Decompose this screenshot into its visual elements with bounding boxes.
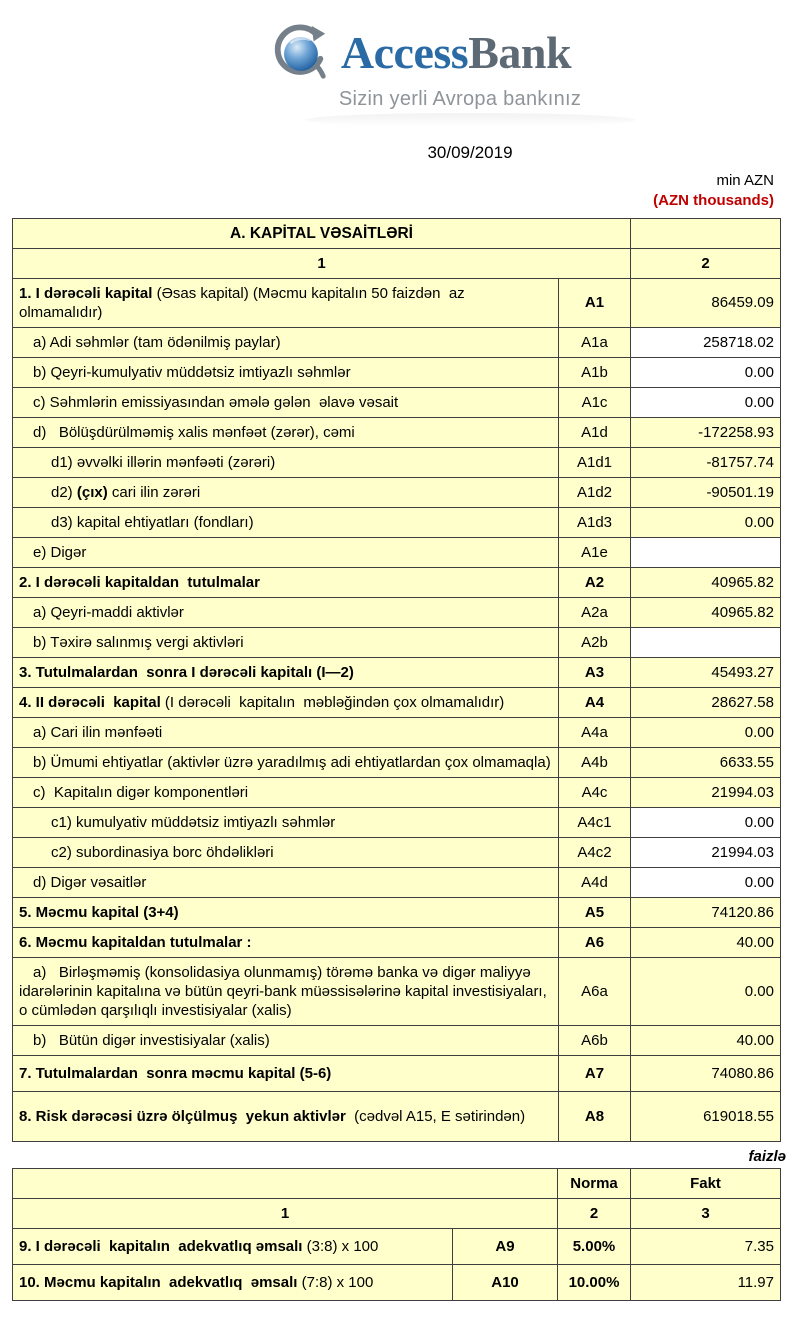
label-A1d2 xyxy=(13,477,559,507)
label-A1d1 xyxy=(13,447,559,477)
code-A1d3: A1d3 xyxy=(559,507,631,537)
adequacy-index-2: 2 xyxy=(558,1198,631,1228)
label-A1d3 xyxy=(13,507,559,537)
norma-A10: 10.00% xyxy=(558,1264,631,1300)
label-A1e xyxy=(13,537,559,567)
row-label-text: cari ilin zərəri xyxy=(107,483,201,501)
label-A5 xyxy=(13,897,559,927)
value-A4a: 0.00 xyxy=(631,717,781,747)
label-A1b xyxy=(13,357,559,387)
value-A7: 74080.86 xyxy=(631,1055,781,1091)
adequacy-index-row xyxy=(13,1198,781,1228)
capital-row-A6b xyxy=(13,1025,781,1055)
code-A8: A8 xyxy=(559,1091,631,1141)
row-label-text: 5. Məcmu kapital (3+4) xyxy=(19,903,179,921)
row-label-text: b) Ümumi ehtiyatlar (aktivlər üzrə yaradılmış adi ehtiyatlardan çox olmamaqla) xyxy=(33,753,551,771)
label-A4d xyxy=(13,867,559,897)
capital-table-title-empty-cell xyxy=(631,218,781,248)
code-A1e: A1e xyxy=(559,537,631,567)
code-A5: A5 xyxy=(559,897,631,927)
label-A4a xyxy=(13,717,559,747)
capital-row-A1 xyxy=(13,278,781,327)
label-A7 xyxy=(13,1055,559,1091)
row-label-text: (3:8) x 100 xyxy=(302,1237,379,1255)
capital-row-A1b xyxy=(13,357,781,387)
label-A4b xyxy=(13,747,559,777)
row-label-text: c2) subordinasiya borc öhdəlikləri xyxy=(51,843,274,861)
value-A1d: -172258.93 xyxy=(631,417,781,447)
row-label-text: e) Digər xyxy=(33,543,87,561)
code-A4c2: A4c2 xyxy=(559,837,631,867)
value-A1d2: -90501.19 xyxy=(631,477,781,507)
value-A3: 45493.27 xyxy=(631,657,781,687)
row-label-text: 1. I dərəcəli kapital xyxy=(19,284,153,302)
code-A1a: A1a xyxy=(559,327,631,357)
row-label-text: d2) xyxy=(51,483,77,501)
code-A2: A2 xyxy=(559,567,631,597)
code-A6b: A6b xyxy=(559,1025,631,1055)
value-A4b: 6633.55 xyxy=(631,747,781,777)
capital-row-A1c xyxy=(13,387,781,417)
code-A4c1: A4c1 xyxy=(559,807,631,837)
report-header xyxy=(0,0,800,212)
header-norma: Norma xyxy=(558,1168,631,1198)
value-A4c2: 21994.03 xyxy=(631,837,781,867)
percent-note: faizlə xyxy=(748,1147,786,1165)
code-A1: A1 xyxy=(559,278,631,327)
value-A8: 619018.55 xyxy=(631,1091,781,1141)
row-label-text: 7. Tutulmalardan sonra məcmu kapital (5-6) xyxy=(19,1064,332,1082)
value-A2: 40965.82 xyxy=(631,567,781,597)
code-A1d1: A1d1 xyxy=(559,447,631,477)
capital-table xyxy=(12,218,781,1142)
unit-note-red: (AZN thousands) xyxy=(653,192,774,210)
row-label-text: d) Bölüşdürülməmiş xalis mənfəət (zərər), cəmi xyxy=(33,423,355,441)
row-label-text: (çıx) xyxy=(76,483,108,501)
capital-row-A4c xyxy=(13,777,781,807)
capital-row-A8 xyxy=(13,1091,781,1141)
capital-row-A1d3 xyxy=(13,507,781,537)
row-label-text: (cədvəl A15, E sətirindən) xyxy=(345,1107,526,1125)
code-A4d: A4d xyxy=(559,867,631,897)
label-A1c xyxy=(13,387,559,417)
header-fakt: Fakt xyxy=(631,1168,781,1198)
row-label-text: 3. Tutulmalardan sonra I dərəcəli kapitalı (I—2) xyxy=(19,663,354,681)
capital-row-A2a xyxy=(13,597,781,627)
adequacy-row-A10 xyxy=(13,1264,781,1300)
label-A10 xyxy=(13,1264,453,1300)
row-label-text: (7:8) x 100 xyxy=(297,1273,374,1291)
code-A4a: A4a xyxy=(559,717,631,747)
report-date: 30/09/2019 xyxy=(427,143,513,162)
capital-row-A6a xyxy=(13,957,781,1025)
adequacy-header-row xyxy=(13,1168,781,1198)
fakt-A9: 7.35 xyxy=(631,1228,781,1264)
label-A6 xyxy=(13,927,559,957)
row-label-text: b) Bütün digər investisiyalar (xalis) xyxy=(33,1031,270,1049)
row-label-text: b) Qeyri-kumulyativ müddətsiz imtiyazlı səhmlər xyxy=(33,363,351,381)
row-label-text: b) Təxirə salınmış vergi aktivləri xyxy=(33,633,244,651)
row-label-text: 10. Məcmu kapitalın adekvatlıq əmsalı xyxy=(19,1273,298,1291)
capital-row-A4c2 xyxy=(13,837,781,867)
value-A2a: 40965.82 xyxy=(631,597,781,627)
code-A2a: A2a xyxy=(559,597,631,627)
label-A9 xyxy=(13,1228,453,1264)
label-A8 xyxy=(13,1091,559,1141)
row-label-text: a) Adi səhmlər (tam ödənilmiş paylar) xyxy=(33,333,281,351)
row-label-text: d1) əvvəlki illərin mənfəəti (zərəri) xyxy=(51,453,276,471)
code-A1d: A1d xyxy=(559,417,631,447)
code-A6a: A6a xyxy=(559,957,631,1025)
value-A1e xyxy=(631,537,781,567)
capital-row-A5 xyxy=(13,897,781,927)
row-label-text: (Əsas kapital) (Məcmu kapitalın 50 faizdən az olmamalıdır) xyxy=(19,284,469,321)
code-A10: A10 xyxy=(453,1264,558,1300)
index-col-1: 1 xyxy=(13,248,631,278)
capital-row-A1e xyxy=(13,537,781,567)
value-A6: 40.00 xyxy=(631,927,781,957)
label-A4 xyxy=(13,687,559,717)
label-A2a xyxy=(13,597,559,627)
value-A4d: 0.00 xyxy=(631,867,781,897)
row-label-text: c) Səhmlərin emissiyasından əmələ gələn əlavə vəsait xyxy=(33,393,399,411)
capital-row-A1d1 xyxy=(13,447,781,477)
value-A6b: 40.00 xyxy=(631,1025,781,1055)
code-A6: A6 xyxy=(559,927,631,957)
label-A4c2 xyxy=(13,837,559,867)
value-A1b: 0.00 xyxy=(631,357,781,387)
row-label-text: 9. I dərəcəli kapitalın adekvatlıq əmsalı xyxy=(19,1237,303,1255)
value-A6a: 0.00 xyxy=(631,957,781,1025)
code-A1c: A1c xyxy=(559,387,631,417)
code-A9: A9 xyxy=(453,1228,558,1264)
row-label-text: (I dərəcəli kapitalın məbləğindən çox olmamalıdır) xyxy=(160,693,505,711)
value-A4c1: 0.00 xyxy=(631,807,781,837)
value-A1d3: 0.00 xyxy=(631,507,781,537)
capital-row-A4d xyxy=(13,867,781,897)
label-A1a xyxy=(13,327,559,357)
capital-row-A4c1 xyxy=(13,807,781,837)
row-label-text: 8. Risk dərəcəsi üzrə ölçülmuş yekun aktivlər xyxy=(19,1107,346,1125)
row-label-text: 4. II dərəcəli kapital xyxy=(19,693,161,711)
value-A4c: 21994.03 xyxy=(631,777,781,807)
adequacy-header-empty-cell xyxy=(13,1168,558,1198)
capital-row-A2b xyxy=(13,627,781,657)
label-A2b xyxy=(13,627,559,657)
code-A7: A7 xyxy=(559,1055,631,1091)
capital-row-A4b xyxy=(13,747,781,777)
adequacy-row-A9 xyxy=(13,1228,781,1264)
code-A3: A3 xyxy=(559,657,631,687)
capital-row-A1d xyxy=(13,417,781,447)
index-col-2: 2 xyxy=(631,248,781,278)
code-A4c: A4c xyxy=(559,777,631,807)
capital-row-A7 xyxy=(13,1055,781,1091)
label-A1d xyxy=(13,417,559,447)
value-A5: 74120.86 xyxy=(631,897,781,927)
row-label-text: 6. Məcmu kapitaldan tutulmalar : xyxy=(19,933,252,951)
code-A2b: A2b xyxy=(559,627,631,657)
value-A1: 86459.09 xyxy=(631,278,781,327)
code-A1d2: A1d2 xyxy=(559,477,631,507)
norma-A9: 5.00% xyxy=(558,1228,631,1264)
row-label-text: a) Qeyri-maddi aktivlər xyxy=(33,603,184,621)
capital-row-A4 xyxy=(13,687,781,717)
row-label-text: d3) kapital ehtiyatları (fondları) xyxy=(51,513,254,531)
bank-tagline: Sizin yerli Avropa bankınız xyxy=(338,88,582,110)
label-A3 xyxy=(13,657,559,687)
label-A6a xyxy=(13,957,559,1025)
value-A1d1: -81757.74 xyxy=(631,447,781,477)
row-label-text: d) Digər vəsaitlər xyxy=(33,873,147,891)
label-A2 xyxy=(13,567,559,597)
value-A1a: 258718.02 xyxy=(631,327,781,357)
capital-row-A4a xyxy=(13,717,781,747)
wordmark-bank: Bank xyxy=(468,27,572,78)
unit-label: min AZN xyxy=(716,172,774,189)
globe-icon xyxy=(269,22,331,84)
fakt-A10: 11.97 xyxy=(631,1264,781,1300)
capital-row-A1a xyxy=(13,327,781,357)
capital-row-A3 xyxy=(13,657,781,687)
wordmark-access: Access xyxy=(340,27,469,78)
code-A1b: A1b xyxy=(559,357,631,387)
capital-row-A1d2 xyxy=(13,477,781,507)
bank-wordmark xyxy=(340,27,572,78)
capital-table-title-row xyxy=(13,218,781,248)
value-A1c: 0.00 xyxy=(631,387,781,417)
value-A4: 28627.58 xyxy=(631,687,781,717)
adequacy-index-1: 1 xyxy=(13,1198,558,1228)
label-A6b xyxy=(13,1025,559,1055)
row-label-text: a) Cari ilin mənfəəti xyxy=(33,723,163,741)
bank-logo xyxy=(40,22,800,84)
code-A4: A4 xyxy=(559,687,631,717)
value-A2b xyxy=(631,627,781,657)
label-A1 xyxy=(13,278,559,327)
adequacy-index-3: 3 xyxy=(631,1198,781,1228)
row-label-text: 2. I dərəcəli kapitaldan tutulmalar xyxy=(19,573,260,591)
capital-table-index-row xyxy=(13,248,781,278)
capital-table-title: A. KAPİTAL VƏSAİTLƏRİ xyxy=(13,218,631,248)
label-A4c1 xyxy=(13,807,559,837)
row-label-text: a) Birləşməmiş (konsolidasiya olunmamış) törəmə banka və digər maliyyə idarələrinin kapitalına və bütün qeyri-bank müəssisələrinə kapital investisiyaları, o cümlədən qarşılıqlı investisiyalar (xalis) xyxy=(19,963,551,1019)
row-label-text: c1) kumulyativ müddətsiz imtiyazlı səhmlər xyxy=(51,813,336,831)
adequacy-table xyxy=(12,1168,781,1301)
code-A4b: A4b xyxy=(559,747,631,777)
label-A4c xyxy=(13,777,559,807)
logo-shadow xyxy=(305,113,635,127)
capital-row-A2 xyxy=(13,567,781,597)
capital-row-A6 xyxy=(13,927,781,957)
row-label-text: c) Kapitalın digər komponentləri xyxy=(33,783,249,801)
